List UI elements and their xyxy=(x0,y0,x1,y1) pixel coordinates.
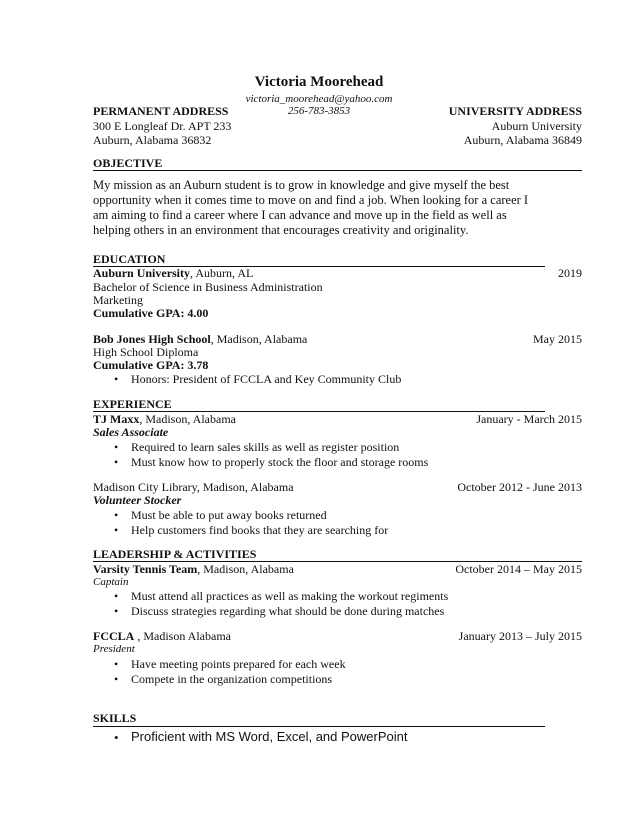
skills-bullet-1: Proficient with MS Word, Excel, and PowerPoint xyxy=(131,729,408,744)
bullet-icon: • xyxy=(114,508,119,522)
bullet-icon: • xyxy=(114,455,119,469)
tennis-date: October 2014 – May 2015 xyxy=(455,562,582,576)
university-address-label: UNIVERSITY ADDRESS xyxy=(448,104,582,118)
bullet-icon: • xyxy=(114,672,119,686)
leadership-heading: LEADERSHIP & ACTIVITIES xyxy=(93,547,257,561)
library-bullet-1: Must be able to put away books returned xyxy=(131,508,327,522)
auburn-location: , Auburn, AL xyxy=(190,266,254,280)
objective-text: My mission as an Auburn student is to grow in knowledge and give myself the best opportunity when it comes time to move on and find a job. When looking for a career I am aiming to find a career where I can advance and move up in the field as well as helping others in an environment that encourages creativity and originality. xyxy=(93,178,529,237)
tennis-bullet-2: Discuss strategies regarding what should be done during matches xyxy=(131,604,445,618)
tennis-org: Varsity Tennis Team xyxy=(93,562,198,576)
phone-number: 256-783-3853 xyxy=(287,105,351,117)
highschool-degree: High School Diploma xyxy=(93,345,199,359)
permanent-address-line2: Auburn, Alabama 36832 xyxy=(93,133,212,147)
highschool-gpa: Cumulative GPA: 3.78 xyxy=(93,358,209,372)
university-address-line2: Auburn, Alabama 36849 xyxy=(463,133,582,147)
fccla-role: President xyxy=(93,643,135,655)
tjmaxx-role: Sales Associate xyxy=(93,425,169,439)
library-role: Volunteer Stocker xyxy=(93,493,182,507)
highschool-school: Bob Jones High School xyxy=(93,332,211,346)
experience-heading: EXPERIENCE xyxy=(93,397,172,411)
tennis-entry xyxy=(93,562,294,577)
objective-heading: OBJECTIVE xyxy=(93,156,163,170)
bullet-icon: • xyxy=(114,440,119,454)
objective-rule xyxy=(93,170,582,171)
fccla-org: FCCLA xyxy=(93,629,135,643)
permanent-address-line1: 300 E Longleaf Dr. APT 233 xyxy=(93,119,232,133)
tjmaxx-employer: TJ Maxx xyxy=(93,412,140,426)
skills-rule xyxy=(93,726,545,727)
tjmaxx-bullet-1: Required to learn sales skills as well as register position xyxy=(131,440,400,454)
auburn-gpa: Cumulative GPA: 4.00 xyxy=(93,306,209,320)
university-address-line1: Auburn University xyxy=(491,119,582,133)
education-heading: EDUCATION xyxy=(93,252,166,266)
fccla-bullet-1: Have meeting points prepared for each week xyxy=(131,657,346,671)
fccla-bullet-2: Compete in the organization competitions xyxy=(131,672,333,686)
permanent-address-label: PERMANENT ADDRESS xyxy=(93,104,229,118)
highschool-location: , Madison, Alabama xyxy=(210,332,308,346)
fccla-location: , Madison Alabama xyxy=(134,629,231,643)
auburn-school: Auburn University xyxy=(93,266,191,280)
tjmaxx-location: , Madison, Alabama xyxy=(139,412,236,426)
bullet-icon: • xyxy=(114,730,119,745)
bullet-icon: • xyxy=(114,604,119,618)
bullet-icon: • xyxy=(114,523,119,537)
bullet-icon: • xyxy=(114,372,119,386)
tennis-bullet-1: Must attend all practices as well as making the workout regiments xyxy=(131,589,449,603)
auburn-date: 2019 xyxy=(558,266,582,280)
highschool-date: May 2015 xyxy=(533,332,582,346)
skills-heading: SKILLS xyxy=(93,711,137,725)
tennis-location: , Madison, Alabama xyxy=(197,562,294,576)
bullet-icon: • xyxy=(114,589,119,603)
auburn-entry xyxy=(93,266,253,281)
auburn-degree: Bachelor of Science in Business Administration xyxy=(93,280,323,294)
library-bullet-2: Help customers find books that they are searching for xyxy=(131,523,389,537)
highschool-honors: Honors: President of FCCLA and Key Community Club xyxy=(131,372,402,386)
tennis-role: Captain xyxy=(93,576,129,588)
auburn-major: Marketing xyxy=(93,293,143,307)
library-employer: Madison City Library, Madison, Alabama xyxy=(93,480,294,494)
tjmaxx-bullet-2: Must know how to properly stock the floor and storage rooms xyxy=(131,455,429,469)
fccla-date: January 2013 – July 2015 xyxy=(458,629,582,643)
email-address: victoria_moorehead@yahoo.com xyxy=(245,93,393,105)
tjmaxx-date: January - March 2015 xyxy=(476,412,582,426)
fccla-entry xyxy=(93,629,231,644)
applicant-name: Victoria Moorehead xyxy=(254,74,384,90)
bullet-icon: • xyxy=(114,657,119,671)
library-date: October 2012 - June 2013 xyxy=(457,480,582,494)
